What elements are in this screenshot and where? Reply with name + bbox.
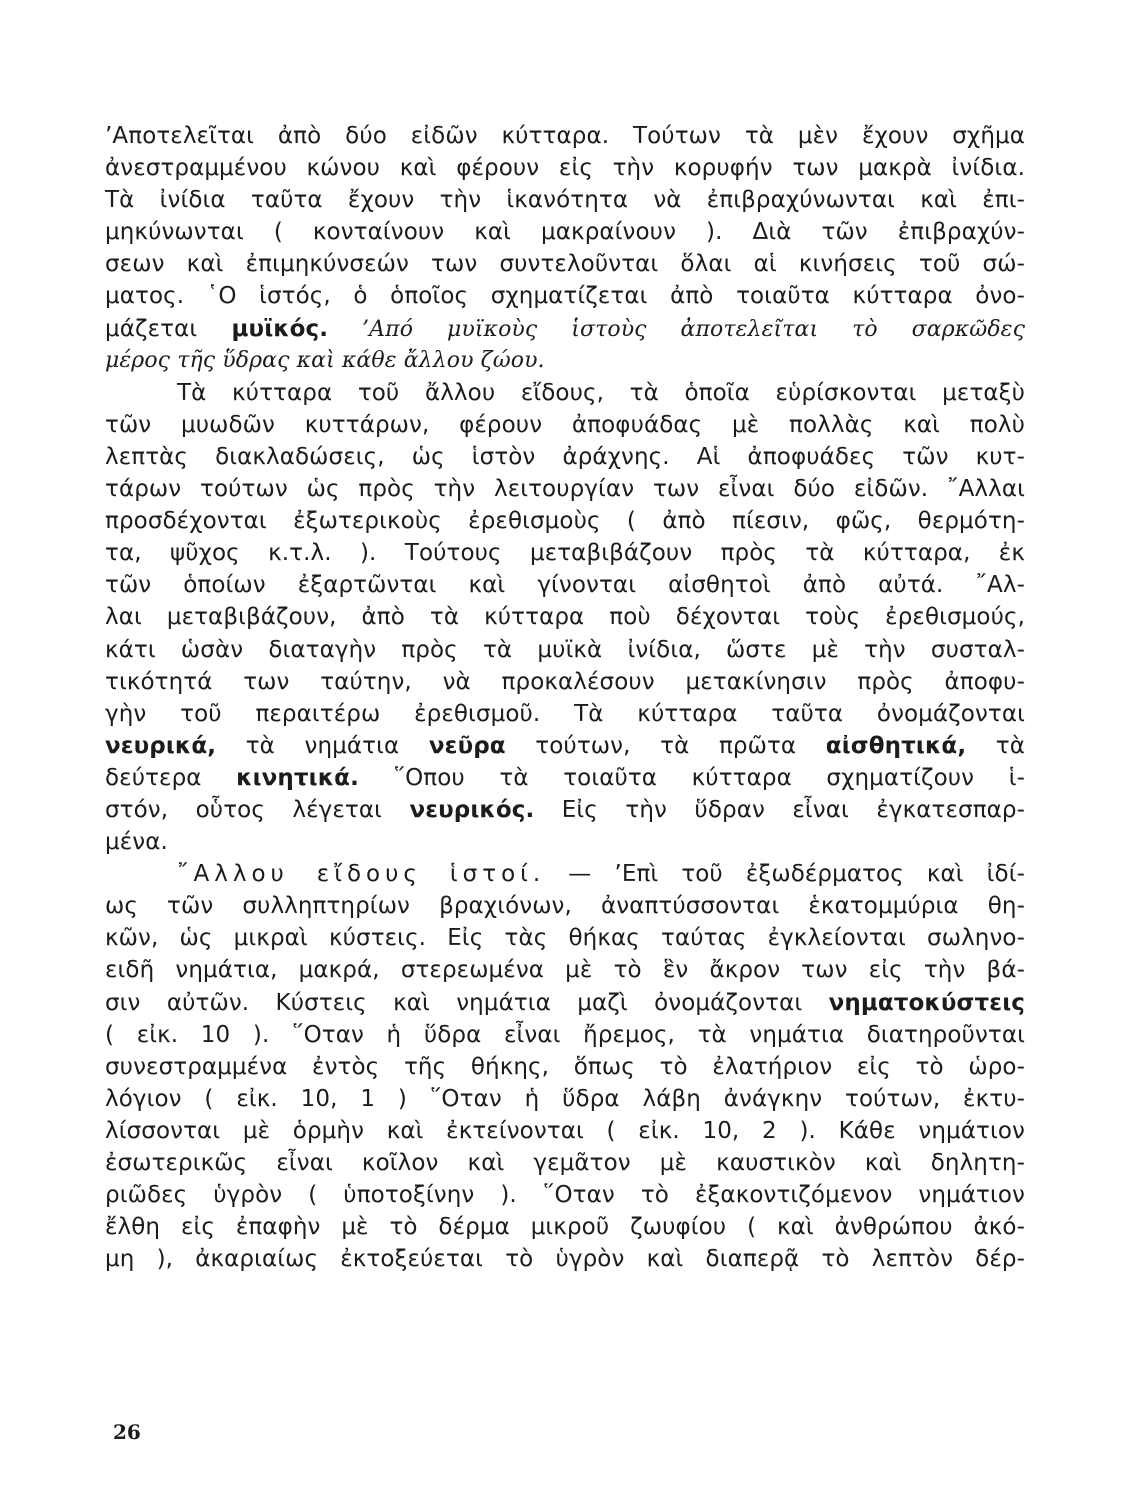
text-line bbox=[105, 601, 1025, 633]
italic-text: ’Από μυϊκοὺς ἱστοὺς ἀποτελεῖται τὸ σαρκῶδες bbox=[328, 316, 1025, 342]
text-segment: λαι μεταβιβάζουν, ἀπὸ τὰ κύτταρα ποὺ δέχονται τοὺς ἐρεθισμούς, bbox=[105, 604, 1025, 631]
text-line bbox=[105, 1115, 1025, 1147]
text-line bbox=[105, 409, 1025, 441]
text-segment: τούτων, τὰ πρῶτα bbox=[505, 732, 826, 759]
text-segment: δεύτερα bbox=[105, 764, 237, 791]
text-line bbox=[105, 698, 1025, 730]
text-line bbox=[105, 826, 1025, 858]
italic-text: μέρος τῆς ὕδρας καὶ κάθε ἄλλου ζώου. bbox=[105, 347, 545, 373]
text-segment: στόν, οὗτος λέγεται bbox=[105, 796, 410, 823]
text-segment: Τὰ ἰνίδια ταῦτα ἔχουν τὴν ἱκανότητα νὰ ἐπιβραχύνωνται καὶ ἐπι- bbox=[105, 187, 1025, 214]
text-line bbox=[105, 634, 1025, 666]
bold-term: νεῦρα bbox=[428, 732, 506, 759]
text-segment: τὰ νημάτια bbox=[216, 732, 429, 759]
text-line bbox=[105, 216, 1025, 248]
text-segment: — ’Επὶ τοῦ ἐξωδέρματος καὶ ἰδί- bbox=[545, 861, 1025, 888]
text-segment: ἐσωτερικῶς εἶναι κοῖλον καὶ γεμᾶτον μὲ καυστικὸν καὶ δηλητη- bbox=[105, 1150, 1025, 1176]
text-line bbox=[105, 248, 1025, 280]
text-line bbox=[105, 505, 1025, 537]
text-segment: σιν αὐτῶν. Κύστεις καὶ νημάτια μαζὶ ὀνομάζονται bbox=[105, 989, 829, 1016]
text-segment: τὰ bbox=[966, 732, 1026, 759]
text-segment: τα, ψῦχος κ.τ.λ. ). Τούτους μεταβιβάζουν πρὸς τὰ κύτταρα, ἐκ bbox=[105, 540, 1025, 567]
text-segment: ματος. ῾Ο ἱστός, ὁ ὁποῖος σχηματίζεται ἀπὸ τοιαῦτα κύτταρα ὀνο- bbox=[105, 283, 1025, 310]
text-line bbox=[105, 922, 1025, 954]
text-line bbox=[105, 1019, 1025, 1051]
text-segment: τάρων τούτων ὡς πρὸς τὴν λειτουργίαν των εἶναι δύο εἰδῶν. ῎Αλλαι bbox=[105, 476, 1025, 503]
text-line bbox=[105, 858, 1025, 890]
text-segment: ως τῶν συλληπτηρίων βραχιόνων, ἀναπτύσσονται ἑκατομμύρια θη- bbox=[105, 893, 1025, 920]
bold-term: νευρικά, bbox=[105, 732, 217, 759]
text-line bbox=[105, 473, 1025, 505]
text-segment: ριῶδες ὑγρὸν ( ὑποτοξίνην ). ῞Οταν τὸ ἐξακοντιζόμενον νημάτιον bbox=[105, 1182, 1025, 1209]
text-line bbox=[105, 120, 1025, 152]
text-line bbox=[105, 537, 1025, 569]
section-heading: ῎Αλλου εἴδους ἱστοί. bbox=[177, 861, 546, 888]
text-line bbox=[105, 794, 1025, 826]
body-text bbox=[105, 120, 1025, 1275]
text-line bbox=[105, 280, 1025, 312]
text-line bbox=[105, 345, 1025, 377]
text-line bbox=[105, 1179, 1025, 1211]
text-line bbox=[105, 1051, 1025, 1083]
text-line bbox=[105, 1211, 1025, 1243]
page-number: 26 bbox=[113, 1420, 141, 1444]
text-line bbox=[105, 890, 1025, 922]
text-segment: τικότητά των ταύτην, νὰ προκαλέσουν μετακίνησιν πρὸς ἀποφυ- bbox=[105, 668, 1025, 695]
text-line bbox=[105, 762, 1025, 794]
text-segment: Τὰ κύτταρα τοῦ ἄλλου εἴδους, τὰ ὁποῖα εὑρίσκονται μεταξὺ bbox=[177, 379, 1025, 406]
text-segment: λόγιον ( εἰκ. 10, 1 ) ῞Οταν ἡ ὕδρα λάβη ἀνάγκην τούτων, ἐκτυ- bbox=[105, 1085, 1025, 1112]
text-line bbox=[105, 152, 1025, 184]
text-line bbox=[105, 184, 1025, 216]
bold-term: αἰσθητικά, bbox=[825, 732, 967, 759]
text-segment: ’Αποτελεῖται ἀπὸ δύο εἰδῶν κύτταρα. Τούτων τὰ μὲν ἔχουν σχῆμα bbox=[105, 123, 1025, 149]
bold-term: κινητικά. bbox=[236, 764, 359, 791]
bold-term: νευρικός. bbox=[409, 796, 535, 823]
text-segment: κῶν, ὡς μικραὶ κύστεις. Εἰς τὰς θήκας ταύτας ἐγκλείονται σωληνο- bbox=[105, 925, 1025, 952]
text-segment: μένα. bbox=[105, 829, 168, 856]
text-line bbox=[105, 1243, 1025, 1275]
text-segment: γὴν τοῦ περαιτέρω ἐρεθισμοῦ. Τὰ κύτταρα ταῦτα ὀνομάζονται bbox=[105, 700, 1025, 727]
text-line bbox=[105, 313, 1025, 345]
text-segment: τῶν ὁποίων ἐξαρτῶνται καὶ γίνονται αἰσθητοὶ ἀπὸ αὐτά. ῎Αλ- bbox=[105, 572, 1025, 599]
text-line bbox=[105, 666, 1025, 698]
text-segment: ῞Οπου τὰ τοιαῦτα κύτταρα σχηματίζουν ἱ- bbox=[358, 764, 1025, 791]
text-line bbox=[105, 377, 1025, 409]
text-segment: ( εἰκ. 10 ). ῞Οταν ἡ ὕδρα εἶναι ἤρεμος, τὰ νημάτια διατηροῦνται bbox=[105, 1021, 1025, 1048]
text-segment: κάτι ὡσὰν διαταγὴν πρὸς τὰ μυϊκὰ ἰνίδια, ὥστε μὲ τὴν συσταλ- bbox=[105, 636, 1025, 663]
text-segment: ἀνεστραμμένου κώνου καὶ φέρουν εἰς τὴν κορυφήν των μακρὰ ἰνίδια. bbox=[105, 155, 1025, 182]
text-segment: σεων καὶ ἐπιμηκύνσεών των συντελοῦνται ὅλαι αἱ κινήσεις τοῦ σώ- bbox=[105, 251, 1025, 278]
text-line bbox=[105, 1083, 1025, 1115]
bold-term: νηματοκύστεις bbox=[828, 989, 1025, 1016]
bold-term: μυϊκός. bbox=[231, 315, 329, 342]
text-segment: μάζεται bbox=[105, 315, 232, 342]
text-line bbox=[105, 1147, 1025, 1179]
text-line bbox=[105, 730, 1025, 762]
text-segment: συνεστραμμένα ἐντὸς τῆς θήκης, ὅπως τὸ ἐλατήριον εἰς τὸ ὡρο- bbox=[105, 1053, 1025, 1080]
text-line bbox=[105, 569, 1025, 601]
text-line bbox=[105, 987, 1025, 1019]
text-segment: ἔλθη εἰς ἐπαφὴν μὲ τὸ δέρμα μικροῦ ζωυφίου ( καὶ ἀνθρώπου ἀκό- bbox=[105, 1214, 1025, 1241]
text-line bbox=[105, 441, 1025, 473]
text-segment: ειδῆ νημάτια, μακρά, στερεωμένα μὲ τὸ ἓν ἄκρον των εἰς τὴν βά- bbox=[105, 957, 1025, 984]
text-segment: τῶν μυωδῶν κυττάρων, φέρουν ἀποφυάδας μὲ πολλὰς καὶ πολὺ bbox=[105, 411, 1025, 438]
text-segment: προσδέχονται ἐξωτερικοὺς ἐρεθισμοὺς ( ἀπὸ πίεσιν, φῶς, θερμότη- bbox=[105, 508, 1025, 535]
text-segment: λίσσονται μὲ ὁρμὴν καὶ ἐκτείνονται ( εἰκ. 10, 2 ). Κάθε νημάτιον bbox=[105, 1117, 1025, 1144]
text-line bbox=[105, 954, 1025, 986]
text-segment: μη ), ἀκαριαίως ἐκτοξεύεται τὸ ὑγρὸν καὶ διαπερᾷ τὸ λεπτὸν δέρ- bbox=[105, 1246, 1025, 1273]
text-segment: λεπτὰς διακλαδώσεις, ὡς ἱστὸν ἀράχνης. Αἱ ἀποφυάδες τῶν κυτ- bbox=[105, 443, 1025, 470]
text-segment: Εἰς τὴν ὕδραν εἶναι ἐγκατεσπαρ- bbox=[534, 796, 1026, 823]
text-segment: μηκύνωνται ( κονταίνουν καὶ μακραίνουν ). Διὰ τῶν ἐπιβραχύν- bbox=[105, 219, 1025, 246]
